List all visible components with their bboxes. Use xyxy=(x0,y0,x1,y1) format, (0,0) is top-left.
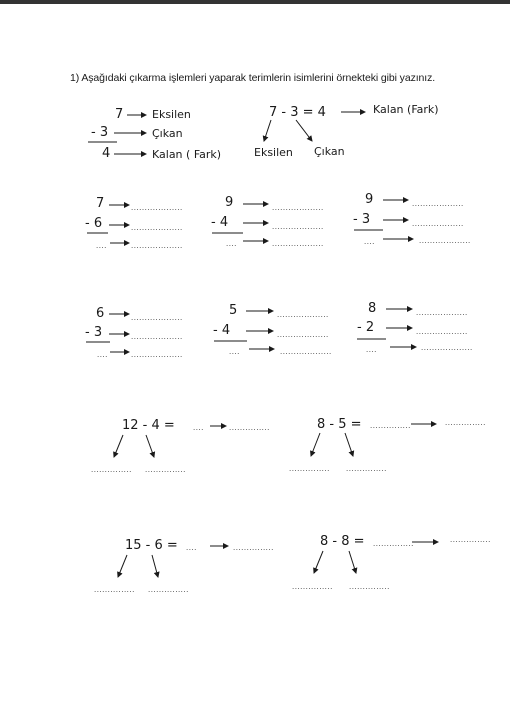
problem-9-answer-difference[interactable]: ............... xyxy=(233,543,274,552)
problem-7-answer-subtrahend[interactable]: ............... xyxy=(145,465,186,474)
problem-1-result-blank[interactable]: .... xyxy=(96,241,107,250)
problem-9-equation: 15 - 6 = xyxy=(125,538,178,553)
problem-4-result-blank[interactable]: .... xyxy=(97,350,108,359)
problem-7-answer-minuend[interactable]: ............... xyxy=(91,465,132,474)
problem-6-answer-difference[interactable]: ................... xyxy=(421,343,473,352)
problem-6-answer-minuend[interactable]: ................... xyxy=(416,308,468,317)
example-eq-label-minuend: Eksilen xyxy=(254,146,293,159)
example-minuend: 7 xyxy=(115,107,124,122)
problem-5-result-blank[interactable]: .... xyxy=(229,347,240,356)
problem-9-result-blank[interactable]: .... xyxy=(186,543,197,552)
problem-8-result-blank[interactable]: ............... xyxy=(370,421,411,430)
example-label-difference: Kalan ( Fark) xyxy=(152,148,222,161)
problem-2-subtrahend: - 4 xyxy=(211,215,229,230)
problem-7-answer-difference[interactable]: ............... xyxy=(229,423,270,432)
example-equation: 7 - 3 = 4 xyxy=(269,105,326,120)
problem-9-answer-minuend[interactable]: ............... xyxy=(94,585,135,594)
problem-2-minuend: 9 xyxy=(225,195,234,210)
problem-1-subtrahend: - 6 xyxy=(85,216,103,231)
problem-1-answer-difference[interactable]: ................... xyxy=(131,241,183,250)
example-label-subtrahend: Çıkan xyxy=(152,127,183,140)
problem-9-answer-subtrahend[interactable]: ............... xyxy=(148,585,189,594)
problem-5-answer-subtrahend[interactable]: ................... xyxy=(277,330,329,339)
problem-1-minuend: 7 xyxy=(96,196,105,211)
problem-3-minuend: 9 xyxy=(365,192,374,207)
problem-6-answer-subtrahend[interactable]: ................... xyxy=(416,327,468,336)
problem-6-subtrahend: - 2 xyxy=(357,320,375,335)
problem-2-answer-minuend[interactable]: ................... xyxy=(272,203,324,212)
problem-5-minuend: 5 xyxy=(229,303,238,318)
example-eq-label-subtrahend: Çıkan xyxy=(314,145,345,158)
problem-10-answer-minuend[interactable]: ............... xyxy=(292,582,333,591)
problem-4-answer-subtrahend[interactable]: ................... xyxy=(131,332,183,341)
example-label-minuend: Eksilen xyxy=(152,108,191,121)
problem-8-answer-difference[interactable]: ............... xyxy=(445,418,486,427)
problem-8-answer-minuend[interactable]: ............... xyxy=(289,464,330,473)
problem-8-answer-subtrahend[interactable]: ............... xyxy=(346,464,387,473)
example-subtrahend: - 3 xyxy=(91,125,109,140)
problem-2-result-blank[interactable]: .... xyxy=(226,239,237,248)
problem-8-equation: 8 - 5 = xyxy=(317,417,362,432)
problem-5-answer-minuend[interactable]: ................... xyxy=(277,310,329,319)
problem-3-result-blank[interactable]: .... xyxy=(364,237,375,246)
problem-5-answer-difference[interactable]: ................... xyxy=(280,347,332,356)
problem-5-subtrahend: - 4 xyxy=(213,323,231,338)
problem-3-answer-difference[interactable]: ................... xyxy=(419,236,471,245)
problem-10-equation: 8 - 8 = xyxy=(320,534,365,549)
problem-10-result-blank[interactable]: ............... xyxy=(373,539,414,548)
example-eq-result-label: Kalan (Fark) xyxy=(373,103,439,116)
problem-6-minuend: 8 xyxy=(368,301,377,316)
problem-4-answer-minuend[interactable]: ................... xyxy=(131,313,183,322)
problem-1-answer-subtrahend[interactable]: ................... xyxy=(131,223,183,232)
problem-10-answer-difference[interactable]: ............... xyxy=(450,535,491,544)
problem-3-answer-subtrahend[interactable]: ................... xyxy=(412,219,464,228)
example-difference: 4 xyxy=(102,146,111,161)
problem-7-equation: 12 - 4 = xyxy=(122,418,175,433)
problem-2-answer-difference[interactable]: ................... xyxy=(272,239,324,248)
problem-7-result-blank[interactable]: .... xyxy=(193,423,204,432)
problem-3-answer-minuend[interactable]: ................... xyxy=(412,199,464,208)
instruction-text: 1) Aşağıdaki çıkarma işlemleri yaparak terimlerin isimlerini örnekteki gibi yazınız. xyxy=(70,72,436,84)
problem-2-answer-subtrahend[interactable]: ................... xyxy=(272,222,324,231)
problem-4-minuend: 6 xyxy=(96,306,105,321)
problem-10-answer-subtrahend[interactable]: ............... xyxy=(349,582,390,591)
problem-4-answer-difference[interactable]: ................... xyxy=(131,350,183,359)
problem-6-result-blank[interactable]: .... xyxy=(366,345,377,354)
problem-1-answer-minuend[interactable]: ................... xyxy=(131,203,183,212)
problem-4-subtrahend: - 3 xyxy=(85,325,103,340)
problem-3-subtrahend: - 3 xyxy=(353,212,371,227)
